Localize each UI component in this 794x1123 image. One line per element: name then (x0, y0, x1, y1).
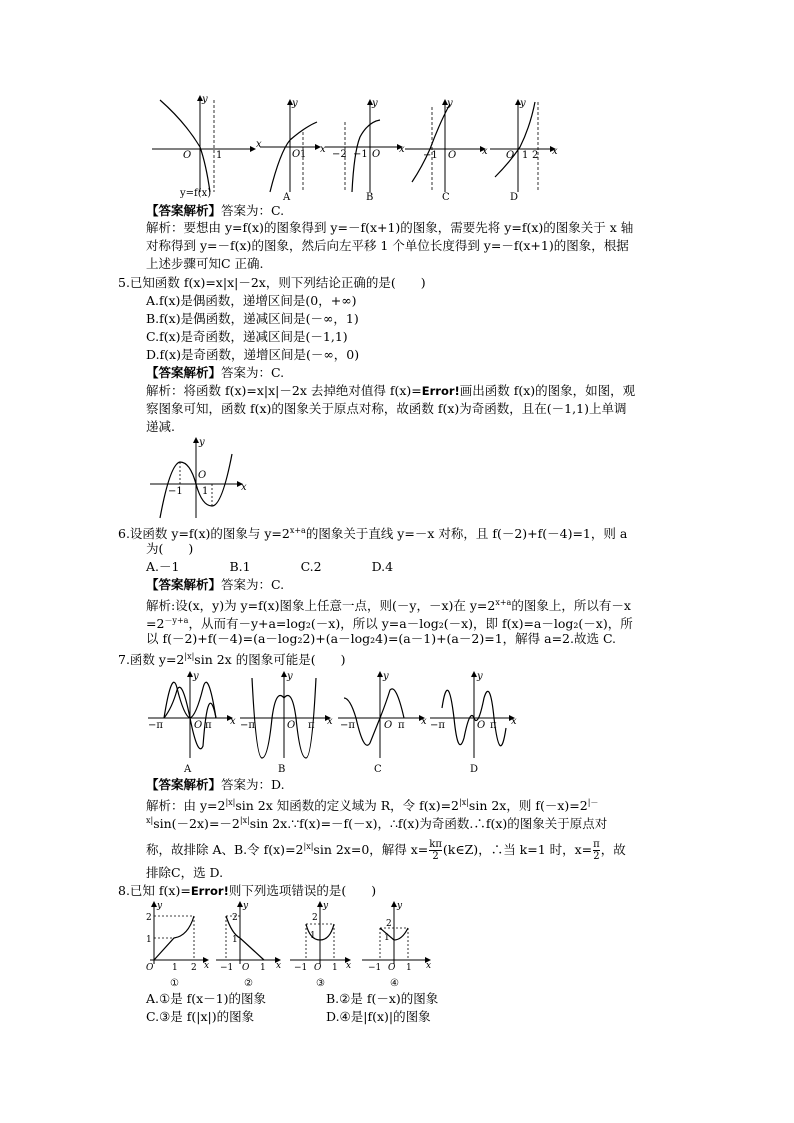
graph-option-c (405, 98, 488, 203)
svg-text:O: O (388, 963, 396, 973)
q5-option-d: D.f(x)是奇函数，递增区间是(－∞，0) (146, 347, 360, 362)
q7-explain-line: 排除C，选 D. (146, 865, 224, 880)
q5-answer: 【答案解析】答案为：C. (146, 365, 285, 380)
q8-option-a: A.①是 f(x－1)的图象 (146, 991, 267, 1006)
q8-option-b: B.②是 f(－x)的图象 (326, 991, 439, 1006)
svg-text:x: x (276, 961, 282, 971)
svg-text:A: A (184, 764, 192, 775)
graph-1 (146, 901, 209, 989)
svg-text:−1: −1 (368, 963, 382, 973)
svg-text:1: 1 (332, 963, 338, 973)
q5-explain-line: 递减. (146, 419, 175, 434)
svg-text:O: O (477, 720, 486, 731)
svg-text:y: y (397, 901, 403, 911)
svg-text:y: y (202, 94, 208, 105)
svg-text:2: 2 (146, 913, 152, 923)
svg-text:x: x (426, 961, 432, 971)
svg-text:A: A (283, 192, 291, 203)
svg-text:y: y (193, 671, 199, 682)
svg-text:x: x (320, 144, 326, 155)
svg-text:1: 1 (310, 931, 316, 941)
svg-text:x: x (421, 716, 427, 727)
svg-text:B: B (278, 764, 286, 775)
svg-text:y: y (199, 437, 205, 448)
svg-text:1: 1 (216, 150, 223, 161)
q4-explain-line: 对称得到 y=－f(x)的图象，然后向左平移 1 个单位长度得到 y=－f(x+1)的图象，根据 (146, 238, 629, 253)
svg-text:y: y (243, 901, 249, 911)
svg-text:O: O (287, 720, 296, 731)
graph-option-d (490, 98, 558, 203)
svg-text:y: y (383, 671, 389, 682)
svg-text:B: B (366, 192, 374, 203)
svg-text:D: D (510, 192, 519, 203)
q8-option-c: C.③是 f(|x|)的图象 (146, 1009, 255, 1024)
q7-stem: 7.函数 $y=2^{|x|}\sin$ 2x 的图象可能是( ) (118, 652, 346, 668)
q8-option-d: D.④是|f(x)|的图象 (326, 1009, 431, 1024)
graph-3 (290, 901, 351, 989)
svg-text:π: π (490, 720, 497, 731)
svg-text:y: y (372, 98, 378, 109)
svg-text:1: 1 (146, 935, 152, 945)
q6-answer: 【答案解析】答案为：C. (146, 577, 285, 592)
svg-text:−π: −π (340, 720, 355, 731)
svg-text:−1: −1 (294, 963, 308, 973)
svg-text:O: O (242, 963, 250, 973)
svg-text:③: ③ (316, 978, 325, 989)
graph-option-b (240, 671, 333, 775)
svg-text:1: 1 (260, 963, 266, 973)
svg-text:−π: −π (240, 720, 255, 731)
svg-text:1: 1 (202, 486, 209, 497)
q8-stem: 8.已知 f(x)=Error!则下列选项错误的是( ) (118, 883, 377, 898)
svg-text:1: 1 (300, 149, 307, 160)
svg-text:x: x (511, 716, 517, 727)
q7-figure-row (144, 668, 516, 776)
q6-stem: 6.设函数 y=f(x)的图象与 $y=2^{x+a}$的图象关于直线 y=－x 对称，且 f(－2)+f(－4)=1，则 a (118, 526, 628, 542)
svg-text:y: y (287, 671, 293, 682)
svg-text:y: y (323, 901, 329, 911)
svg-text:O: O (292, 149, 301, 160)
svg-text:2: 2 (312, 913, 318, 923)
svg-text:x: x (552, 146, 558, 157)
svg-text:1: 1 (232, 935, 238, 945)
q5-graph (146, 434, 248, 520)
q7-explain-line: 称，故排除 A、B.令 $f(x)=2^{|x|}\sin$ 2x=0，解得 x= $\frac{k\pi}{2}$ (k∈Z)，∴当 k=1 时，x= $\frac{\pi}{2}$ ，故 (146, 839, 626, 863)
graph-option-c (338, 671, 427, 775)
svg-text:1: 1 (172, 963, 178, 973)
svg-text:④: ④ (390, 978, 399, 989)
q5-option-c: C.f(x)是奇函数，递减区间是(－1,1) (146, 329, 348, 344)
svg-text:x: x (241, 482, 247, 493)
svg-text:O: O (372, 149, 381, 160)
q4-explain-line: 上述步骤可知C 正确. (146, 256, 264, 271)
q5-option-b: B.f(x)是偶函数，递减区间是(－∞，1) (146, 311, 359, 326)
graph-2 (216, 901, 281, 989)
svg-text:π: π (205, 720, 212, 731)
svg-text:2: 2 (386, 919, 392, 929)
svg-text:O: O (314, 963, 322, 973)
graph-option-b (325, 98, 405, 203)
svg-text:C: C (374, 764, 382, 775)
svg-text:x: x (346, 961, 352, 971)
svg-text:1: 1 (406, 963, 412, 973)
svg-text:O: O (448, 150, 457, 161)
svg-text:①: ① (170, 978, 179, 989)
svg-text:1: 1 (384, 933, 390, 943)
svg-text:2: 2 (191, 963, 197, 973)
q6-options: A.－1 B.1 C.2 D.4 (146, 559, 394, 574)
graph-option-a (260, 98, 326, 203)
svg-text:π: π (398, 720, 405, 731)
q7-answer: 【答案解析】答案为：D. (146, 777, 285, 792)
svg-text:y: y (520, 98, 526, 109)
svg-text:O: O (384, 720, 393, 731)
svg-text:−1: −1 (353, 149, 368, 160)
svg-text:O: O (183, 150, 192, 161)
q4-explain-line: 解析：要想由 y=f(x)的图象得到 y=－f(x+1)的图象，需要先将 y=f(x)的图象关于 x 轴 (146, 220, 634, 235)
q5-explain-line: 解析：将函数 f(x)=x|x|－2x 去掉绝对值得 f(x)=Error!画出函数 f(x)的图象，如图，观 (146, 383, 636, 398)
q4-figure-row (140, 92, 560, 204)
q8-figure-row (140, 898, 436, 990)
svg-text:x: x (256, 139, 262, 150)
graph-option-d (430, 671, 517, 775)
q6-explain-line: $=2^{-y+a}$，从而有－y+a=log₂(－x)，所以 y=a－log₂(－x)，即 f(x)=a－log₂(－x)，所 (146, 616, 633, 632)
svg-text:O: O (146, 963, 154, 973)
q6-explain-line: 解析:设(x，y)为 y=f(x)图象上任意一点，则(－y，－x)在 $y=2^{x+a}$的图象上，所以有－x (146, 598, 631, 614)
q4-answer: 【答案解析】答案为：C. (146, 203, 285, 218)
q7-explain-line: $^{x|}\sin(-2x)=-2^{|x|}\sin$ 2x.∵f(x)=－f(－x)，∴f(x)为奇函数.∴f(x)的图象关于原点对 (146, 816, 608, 832)
svg-text:x: x (482, 146, 488, 157)
svg-text:y: y (292, 98, 298, 109)
svg-text:D: D (470, 764, 479, 775)
svg-text:−1: −1 (220, 963, 234, 973)
svg-text:−π: −π (430, 720, 445, 731)
svg-text:1: 1 (522, 150, 529, 161)
svg-text:O: O (198, 470, 207, 481)
svg-text:y=f(x): y=f(x) (180, 188, 212, 199)
q7-explain-line: 解析：由 $y=2^{|x|}\sin$ 2x 知函数的定义域为 R，令 $f(x)=2^{|x|}\sin$ 2x，则 f(－x)=2|－ (146, 798, 599, 814)
svg-text:2: 2 (232, 913, 238, 923)
svg-text:O: O (194, 720, 203, 731)
graph-4 (362, 901, 431, 989)
svg-text:y: y (477, 671, 483, 682)
graph-option-a (148, 671, 236, 775)
q6-explain-line: 以 f(－2)+f(－4)=(a－log₂2)+(a－log₂4)=(a－1)+(a－2)=1，解得 a=2.故选 C. (146, 631, 617, 646)
svg-text:x: x (204, 961, 210, 971)
svg-text:x: x (399, 144, 405, 155)
svg-text:C: C (442, 192, 450, 203)
svg-text:x: x (230, 716, 236, 727)
svg-text:π: π (308, 720, 315, 731)
svg-text:②: ② (244, 978, 253, 989)
svg-text:y: y (447, 98, 453, 109)
q5-explain-line: 察图象可知，函数 f(x)的图象关于原点对称，故函数 f(x)为奇函数，且在(－1,1)上单调 (146, 401, 627, 416)
svg-text:x: x (327, 716, 333, 727)
svg-text:−π: −π (148, 720, 163, 731)
q5-stem: 5.已知函数 f(x)=x|x|－2x，则下列结论正确的是( ) (118, 275, 426, 290)
svg-text:y: y (157, 901, 163, 911)
graph-fx (152, 94, 262, 199)
svg-text:O: O (506, 150, 515, 161)
svg-text:2: 2 (532, 150, 539, 161)
q6-stem-cont: 为( ) (146, 541, 194, 556)
svg-text:−1: −1 (168, 486, 183, 497)
svg-text:−1: −1 (423, 150, 438, 161)
svg-text:−2: −2 (332, 149, 347, 160)
q5-option-a: A.f(x)是偶函数，递增区间是(0，+∞) (146, 293, 357, 308)
